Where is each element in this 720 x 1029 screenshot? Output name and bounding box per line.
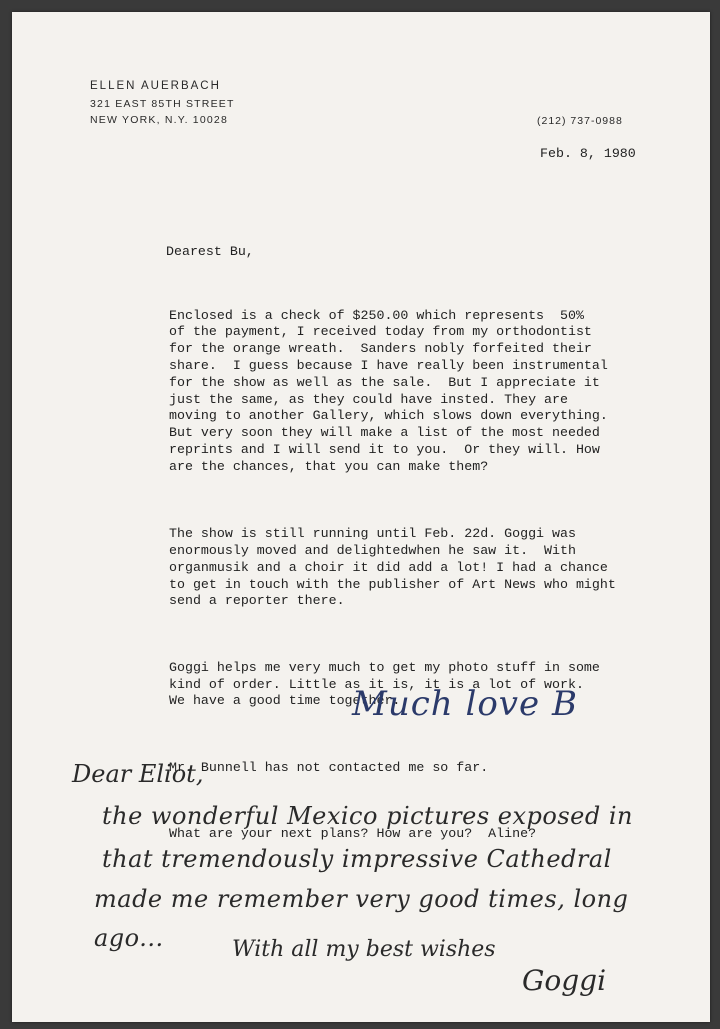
- letter-paragraph-2: The show is still running until Feb. 22d. Goggi was enormously moved and delightedwhen he saw it. With organmusik and a choir it did add a lot! I had a chance to get in touch with the publisher of Art News who might send a reporter there.: [169, 526, 616, 609]
- note-line-3: made me remember very good times, long: [94, 885, 629, 913]
- handwritten-signoff: Much love B: [352, 684, 578, 724]
- letter-paragraph-1: Enclosed is a check of $250.00 which represents 50% of the payment, I received today from my orthodontist for the orange wreath. Sanders nobly forfeited their share. I guess because I have really been instrumental for the show as well as the sale. But I appreciate it just the same, as they could have insted. They are moving to another Gallery, which slows down everything. But very soon they will make a list of the most needed reprints and I will send it to you. Or they will. How are the chances, that you can make them?: [169, 307, 608, 474]
- letter-date: Feb. 8, 1980: [540, 146, 636, 161]
- letterhead-address-line1: 321 EAST 85TH STREET: [90, 98, 235, 110]
- letter-paragraph-4: Mr. Bunnell has not contacted me so far.: [169, 759, 489, 775]
- note-signature: Goggi: [522, 964, 607, 997]
- letterhead-phone: (212) 737-0988: [537, 115, 623, 127]
- note-line-2: that tremendously impressive Cathedral: [102, 845, 612, 873]
- note-closing: With all my best wishes: [232, 937, 496, 962]
- letterhead: [90, 78, 235, 128]
- note-salutation: Dear Eliot,: [72, 760, 204, 788]
- note-line-4: ago...: [94, 924, 164, 952]
- letterhead-address-line2: NEW YORK, N.Y. 10028: [90, 114, 228, 126]
- letterhead-name: ELLEN AUERBACH: [90, 80, 221, 92]
- letter-paragraph-5: What are your next plans? How are you? Aline?: [169, 826, 537, 842]
- note-line-1: the wonderful Mexico pictures exposed in: [102, 802, 633, 830]
- letter-page: [12, 12, 710, 1022]
- letter-salutation: Dearest Bu,: [166, 244, 254, 259]
- letter-body: [169, 274, 616, 893]
- letter-paragraph-3: Goggi helps me very much to get my photo stuff in some kind of order. Little as it is, it is a lot of work. We have a good time together.: [169, 659, 600, 709]
